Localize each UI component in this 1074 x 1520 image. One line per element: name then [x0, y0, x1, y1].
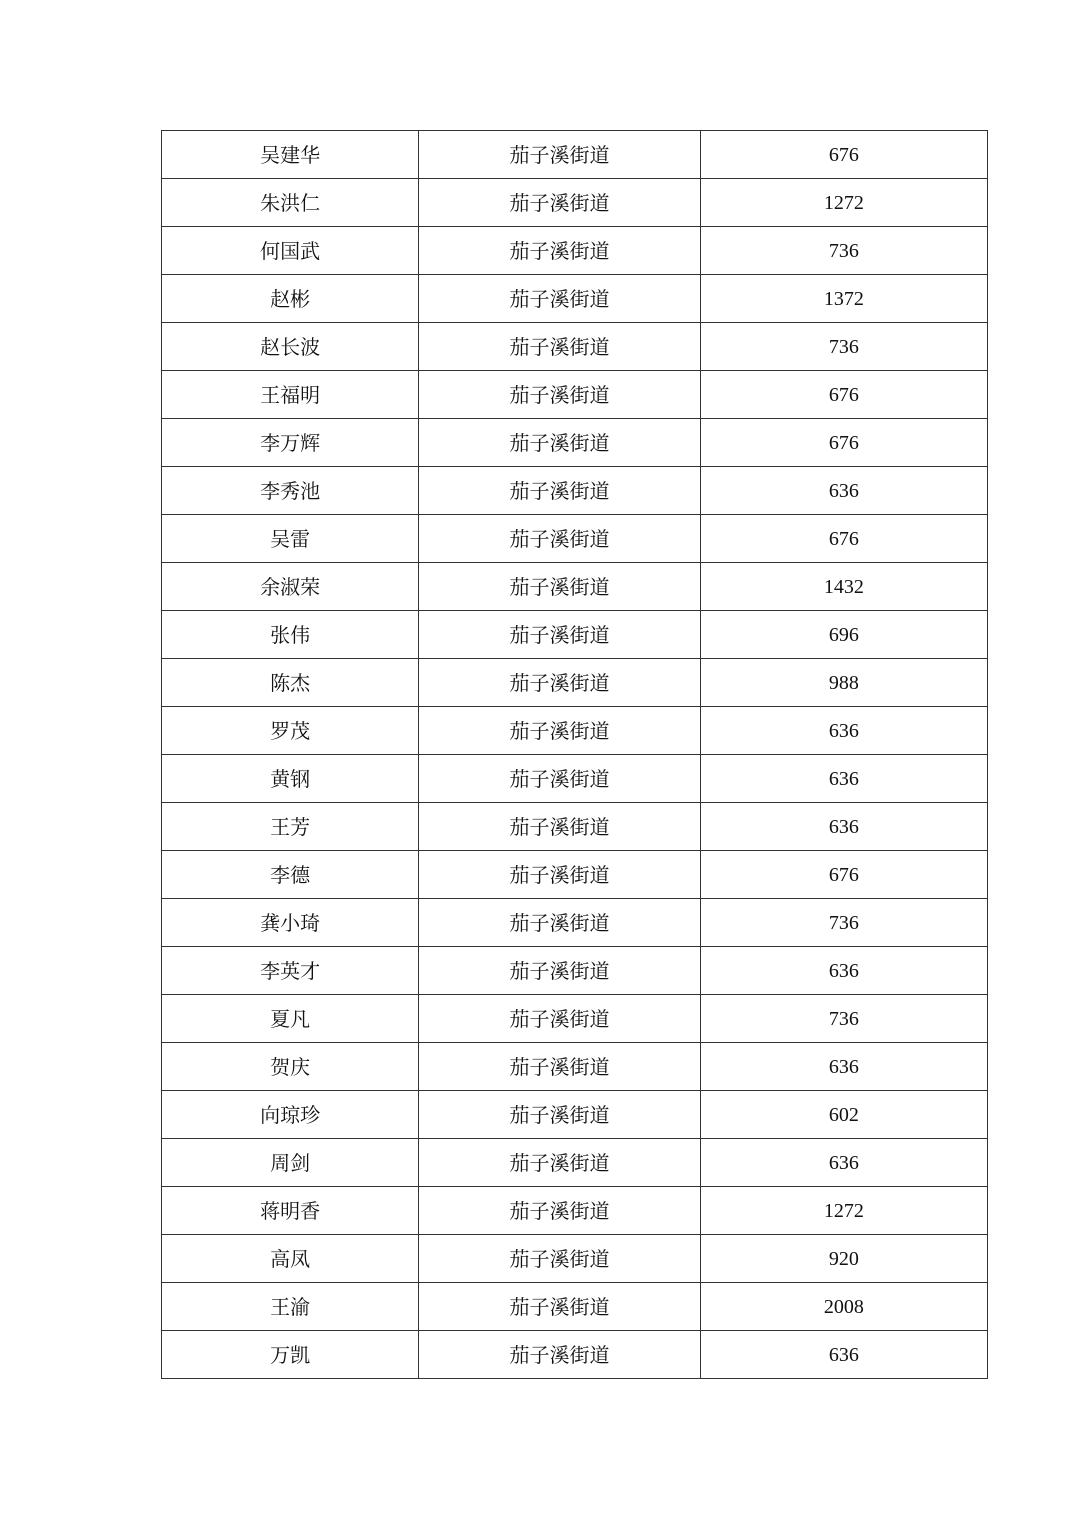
table-row	[162, 1043, 988, 1091]
name-cell: 赵彬	[162, 275, 419, 323]
street-cell: 茄子溪街道	[419, 1091, 700, 1139]
street-cell: 茄子溪街道	[419, 515, 700, 563]
street-cell: 茄子溪街道	[419, 947, 700, 995]
name-cell: 李万辉	[162, 419, 419, 467]
table-row	[162, 611, 988, 659]
amount-cell: 676	[700, 515, 987, 563]
name-cell: 吴雷	[162, 515, 419, 563]
street-cell: 茄子溪街道	[419, 1235, 700, 1283]
amount-cell: 676	[700, 131, 987, 179]
amount-cell: 636	[700, 755, 987, 803]
table-row	[162, 131, 988, 179]
amount-cell: 1272	[700, 1187, 987, 1235]
table-row	[162, 563, 988, 611]
street-cell: 茄子溪街道	[419, 1283, 700, 1331]
street-cell: 茄子溪街道	[419, 419, 700, 467]
name-cell: 夏凡	[162, 995, 419, 1043]
table-row	[162, 995, 988, 1043]
street-cell: 茄子溪街道	[419, 1331, 700, 1379]
table-row	[162, 515, 988, 563]
name-cell: 罗茂	[162, 707, 419, 755]
amount-cell: 988	[700, 659, 987, 707]
amount-cell: 636	[700, 803, 987, 851]
name-cell: 王福明	[162, 371, 419, 419]
street-cell: 茄子溪街道	[419, 563, 700, 611]
street-cell: 茄子溪街道	[419, 803, 700, 851]
name-cell: 李英才	[162, 947, 419, 995]
table-row	[162, 467, 988, 515]
table-row	[162, 1235, 988, 1283]
street-cell: 茄子溪街道	[419, 707, 700, 755]
amount-cell: 1432	[700, 563, 987, 611]
table-row	[162, 1283, 988, 1331]
amount-cell: 1272	[700, 179, 987, 227]
table-row	[162, 947, 988, 995]
amount-cell: 636	[700, 1043, 987, 1091]
name-cell: 高凤	[162, 1235, 419, 1283]
amount-cell: 1372	[700, 275, 987, 323]
amount-cell: 676	[700, 851, 987, 899]
table-row	[162, 899, 988, 947]
street-cell: 茄子溪街道	[419, 131, 700, 179]
name-cell: 周剑	[162, 1139, 419, 1187]
street-cell: 茄子溪街道	[419, 659, 700, 707]
name-cell: 王芳	[162, 803, 419, 851]
table-row	[162, 1187, 988, 1235]
table-row	[162, 275, 988, 323]
street-cell: 茄子溪街道	[419, 467, 700, 515]
table-row	[162, 419, 988, 467]
street-cell: 茄子溪街道	[419, 323, 700, 371]
amount-cell: 602	[700, 1091, 987, 1139]
table-row	[162, 227, 988, 275]
street-cell: 茄子溪街道	[419, 995, 700, 1043]
name-cell: 赵长波	[162, 323, 419, 371]
table-row	[162, 803, 988, 851]
amount-cell: 636	[700, 1331, 987, 1379]
amount-cell: 696	[700, 611, 987, 659]
table-row	[162, 1091, 988, 1139]
street-cell: 茄子溪街道	[419, 227, 700, 275]
name-cell: 朱洪仁	[162, 179, 419, 227]
amount-cell: 636	[700, 947, 987, 995]
table-row	[162, 323, 988, 371]
amount-cell: 736	[700, 227, 987, 275]
name-cell: 余淑荣	[162, 563, 419, 611]
street-cell: 茄子溪街道	[419, 371, 700, 419]
name-cell: 贺庆	[162, 1043, 419, 1091]
table-row	[162, 659, 988, 707]
name-cell: 向琼珍	[162, 1091, 419, 1139]
name-cell: 吴建华	[162, 131, 419, 179]
name-cell: 李德	[162, 851, 419, 899]
street-cell: 茄子溪街道	[419, 611, 700, 659]
street-cell: 茄子溪街道	[419, 275, 700, 323]
name-cell: 陈杰	[162, 659, 419, 707]
amount-cell: 636	[700, 1139, 987, 1187]
street-cell: 茄子溪街道	[419, 851, 700, 899]
amount-cell: 736	[700, 899, 987, 947]
street-cell: 茄子溪街道	[419, 899, 700, 947]
table-body	[162, 131, 988, 1379]
street-cell: 茄子溪街道	[419, 755, 700, 803]
amount-cell: 636	[700, 707, 987, 755]
name-cell: 王渝	[162, 1283, 419, 1331]
amount-cell: 920	[700, 1235, 987, 1283]
name-cell: 黄钢	[162, 755, 419, 803]
name-cell: 龚小琦	[162, 899, 419, 947]
table-row	[162, 179, 988, 227]
name-cell: 万凯	[162, 1331, 419, 1379]
table-row	[162, 1139, 988, 1187]
amount-cell: 636	[700, 467, 987, 515]
amount-cell: 676	[700, 419, 987, 467]
recipient-table	[161, 130, 988, 1379]
amount-cell: 736	[700, 995, 987, 1043]
street-cell: 茄子溪街道	[419, 1139, 700, 1187]
amount-cell: 2008	[700, 1283, 987, 1331]
name-cell: 张伟	[162, 611, 419, 659]
amount-cell: 736	[700, 323, 987, 371]
table-row	[162, 755, 988, 803]
name-cell: 李秀池	[162, 467, 419, 515]
street-cell: 茄子溪街道	[419, 1043, 700, 1091]
name-cell: 何国武	[162, 227, 419, 275]
table-row	[162, 371, 988, 419]
table-row	[162, 851, 988, 899]
table-row	[162, 707, 988, 755]
amount-cell: 676	[700, 371, 987, 419]
street-cell: 茄子溪街道	[419, 1187, 700, 1235]
table-row	[162, 1331, 988, 1379]
street-cell: 茄子溪街道	[419, 179, 700, 227]
name-cell: 蒋明香	[162, 1187, 419, 1235]
